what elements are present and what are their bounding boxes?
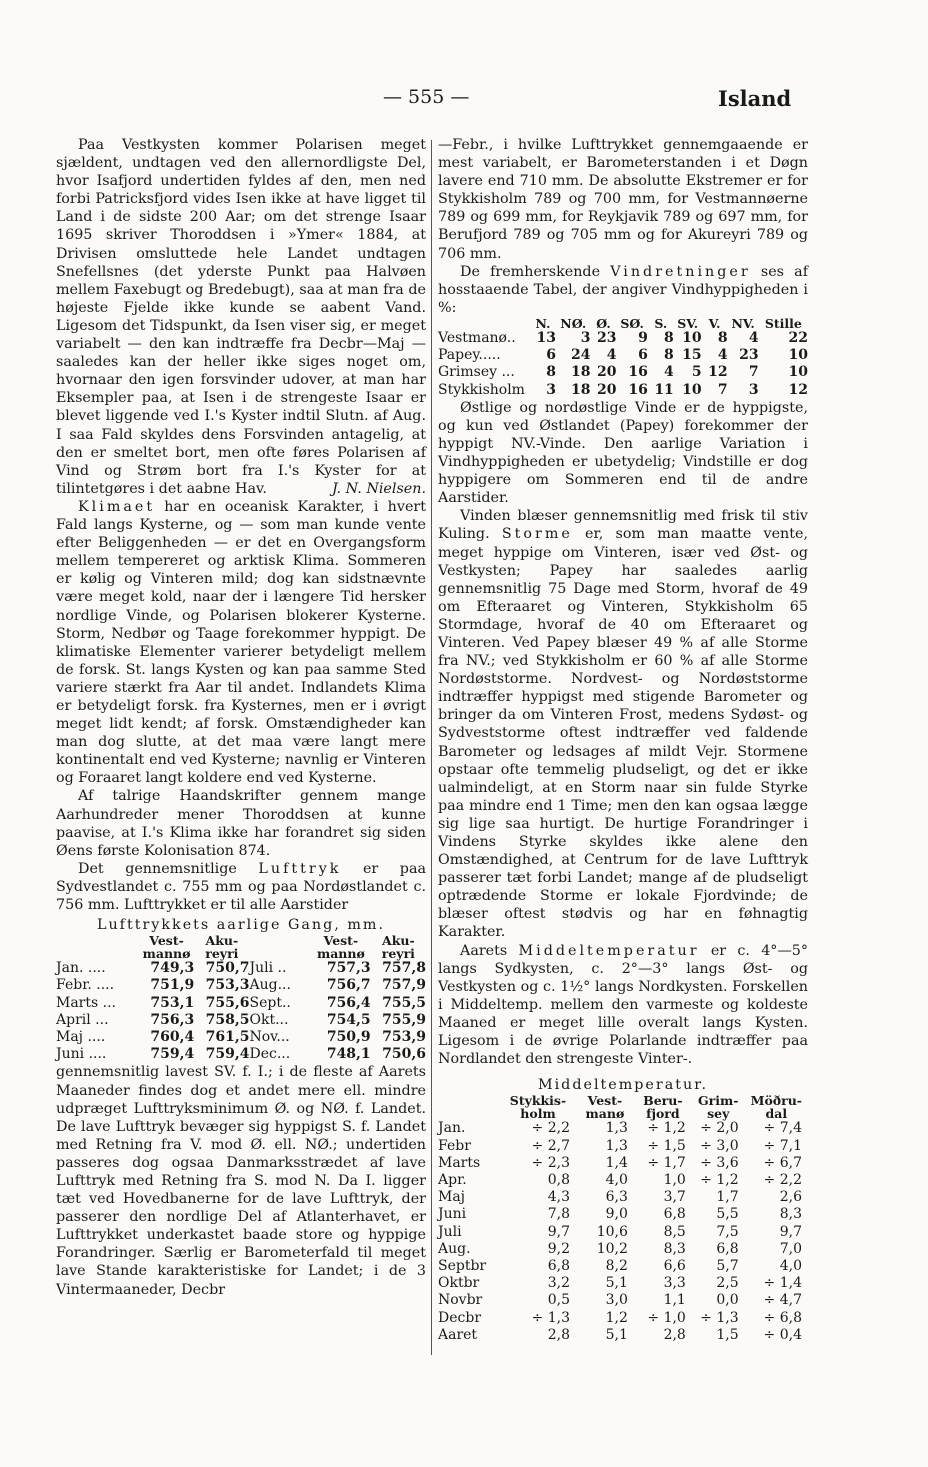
wind-table-cell: Stykkisholm <box>438 381 525 398</box>
temperature-table-cell: ÷ 4,7 <box>763 1292 802 1309</box>
temperature-table-header-cell: Stykkis-holm <box>509 1093 567 1122</box>
wind-table-cell: 15 <box>682 347 702 364</box>
pressure-table <box>56 934 426 1063</box>
temperature-table-cell: Juni <box>438 1206 467 1223</box>
temperature-table-cell: 1,2 <box>605 1309 628 1326</box>
temperature-table-cell: 2,5 <box>716 1275 739 1292</box>
temperature-table-row <box>438 1275 808 1292</box>
temperature-table-cell: 9,2 <box>547 1240 570 1257</box>
pressure-table-title: Lufttrykkets aarlige Gang, mm. <box>96 917 386 934</box>
wind-table-cell: 5 <box>691 364 702 381</box>
wind-table-header-cell <box>438 317 530 330</box>
pressure-table-cell: Juni .... <box>56 1046 107 1063</box>
wind-table-cell: 3 <box>546 381 556 398</box>
wind-table-header-cell: SØ. <box>620 315 644 331</box>
keyword-mean-temperature: Middeltemperatur <box>518 942 700 959</box>
pressure-table-cell: Okt... <box>249 1011 289 1028</box>
paragraph-storms: Vinden blæser gennemsnitlig med frisk til stiv Kuling. Storme er, som man maatte vente, meget hyppige om Vinteren, især ved Øst- og Vestkysten; Papey har saaledes aarlig gennemsnitlig 75 Dage med Storm, hvoraf de 49 om Efteraaret og Vinteren, Stykkisholm 65 Stormdage, hvoraf de 40 om Efteraaret og Vinteren. Ved Papey blæser 49 % af alle Storme fra NV.; ved Stykkisholm er 60 % af alle Storme Nordøststorme. Nordvest- og Nordøststorme indtræffer hyppigst med stigende Barometer og bringer da om Vinteren Frost, medens Sydøst- og Sydveststorme oftest indtræffer ved faldende Barometer og ledsages af mildt Vejr. Stormene opstaar ofte temmelig pludseligt, og det er ikke ualmindeligt, at en Storm naar sin fulde Styrke paa mindre end 1 Time; men den kan ogsaa lægge sig lige saa hurtigt. De hurtige Forandringer i Vindens Styrke skyldes ikke alene den Omstændighed, at Centrum for de lave Lufttryk passerer tæt forbi Landet; mange af de pludseligt optrædende Storme er lokale Fjordvinde; de blæser oftest stødvis og har en føhnagtig Karakter. <box>438 508 808 941</box>
temperature-table-cell: 5,1 <box>605 1275 628 1292</box>
temperature-table-cell: ÷ 6,8 <box>763 1309 802 1326</box>
wind-table-cell: 23 <box>596 329 617 346</box>
wind-table-cell: 18 <box>571 364 591 381</box>
wind-table-cell: 18 <box>571 381 591 398</box>
wind-table-cell: 3 <box>748 381 759 398</box>
wind-table-cell: 8 <box>664 329 674 346</box>
pressure-table-cell: 751,9 <box>150 977 195 994</box>
pressure-table-cell: 749,3 <box>150 960 195 977</box>
temperature-table-cell: 8,3 <box>663 1240 686 1257</box>
temperature-table-cell: 3,0 <box>605 1292 628 1309</box>
wind-table-cell: 7 <box>717 381 728 398</box>
paragraph-manuscripts: Af talrige Haandskrifter gennem mange Aarhundreder mener Thoroddsen at kunne paavise, at I.'s Klima ikke har forandret sig siden Øens første Kolonisation 874. <box>56 788 426 859</box>
temperature-table-cell: ÷ 2,7 <box>531 1137 570 1154</box>
pressure-table-cell: Jan. .... <box>56 960 106 977</box>
pressure-table-row <box>56 995 426 1012</box>
wind-table-cell: 4 <box>717 347 728 364</box>
temperature-table-cell: 1,7 <box>716 1189 739 1206</box>
pressure-table-row <box>56 1012 426 1029</box>
wind-table-cell: Papey..... <box>438 347 501 364</box>
temperature-table-cell: 7,5 <box>716 1223 739 1240</box>
pressure-table-cell: 759,4 <box>150 1046 195 1063</box>
temperature-table-cell: 9,7 <box>779 1223 802 1240</box>
wind-table-header-cell: NV. <box>731 315 755 331</box>
temperature-table-cell: ÷ 7,4 <box>763 1120 802 1137</box>
temperature-table-cell: Aaret <box>438 1326 478 1343</box>
temperature-table-cell: Oktbr <box>438 1275 480 1292</box>
temperature-table-row <box>438 1241 808 1258</box>
temperature-table-cell: Septbr <box>438 1257 487 1274</box>
temperature-table-cell: Apr. <box>438 1171 467 1188</box>
wind-table-cell: 4 <box>748 329 759 346</box>
wind-table-cell: 22 <box>788 329 808 346</box>
wind-table-cell: 8 <box>717 329 728 346</box>
wind-table-header-cell: Ø. <box>596 315 611 331</box>
paragraph-extremes: —Febr., i hvilke Lufttrykket gennemgaaende er mest variabelt, er Barometerstanden i et Døgn lavere end 710 mm. De absolutte Ekstremer er for Stykkisholm 789 og 700 mm, for Vestmannøerne 789 og 699 mm, for Reykjavik 789 og 697 mm, for Berufjord 789 og 705 mm og for Akureyri 789 og 706 mm. <box>438 137 808 262</box>
temperature-table-cell: 3,7 <box>663 1189 686 1206</box>
pressure-table-cell: 750,9 <box>326 1029 371 1046</box>
temperature-table-row <box>438 1258 808 1275</box>
pressure-table-cell: Marts ... <box>56 994 116 1011</box>
temperature-table-cell: ÷ 7,1 <box>763 1137 802 1154</box>
temperature-table-cell: 6,3 <box>605 1189 628 1206</box>
temperature-table-row <box>438 1155 808 1172</box>
pressure-table-cell: Maj .... <box>56 1029 106 1046</box>
column-divider <box>431 140 432 1355</box>
pressure-table-cell: Sept.. <box>249 994 291 1011</box>
temperature-table-cell: Juli <box>438 1223 462 1240</box>
wind-table-cell: 12 <box>788 381 808 398</box>
temperature-table-cell: 8,5 <box>663 1223 686 1240</box>
paragraph-polar-ice: Paa Vestkysten kommer Polarisen meget sjældent, undtagen ved den allernordligste Del, hvor Isafjord undertiden fyldes af den, men ned forbi Patricksfjord vides Isen ikke at have ligget til Land i de sidste 200 Aar; om det strenge Isaar 1695 skriver Thoroddsen i »Ymer« 1884, at Drivisen omsluttede hele Landet undtagen Snefellsnes (det yderste Punkt paa Halvøen mellem Faxebugt og Bredebugt), saa at man fra de højeste Fjelde ikke kunde se aabent Vand. Ligesom det Tidspunkt, da Isen viser sig, er meget variabelt — den kan indtræffe fra Decbr—Maj — saaledes kan der heller ikke siges noget om, hvornaar den igen forsvinder udover, at man har Eksempler paa, at Isen i de strengeste Isaar er blevet liggende ved I.'s Kyster indtil Slutn. af Aug. I saa Fald skyldes dens Forsvinden antagelig, at den er smeltet bort, men ofte føres Polarisen af Vind og Strøm bort fra I.'s Kyster for at tilintetgøres i det aabne Hav. <box>56 137 426 497</box>
temperature-table-cell: 7,8 <box>547 1206 570 1223</box>
keyword-air-pressure: Lufttryk <box>258 860 342 877</box>
pressure-table-row <box>56 960 426 977</box>
wind-table-cell: 10 <box>788 364 808 381</box>
temperature-table-cell: ÷ 1,3 <box>700 1309 739 1326</box>
pressure-table-header-cell <box>56 934 139 960</box>
temperature-table-cell: 1,3 <box>605 1137 628 1154</box>
temperature-table-cell: 5,5 <box>716 1206 739 1223</box>
wind-table-row <box>438 347 808 364</box>
temperature-table <box>438 1094 808 1344</box>
temperature-table-cell: 4,3 <box>547 1189 570 1206</box>
wind-table-cell: 4 <box>606 347 617 364</box>
temperature-table-cell: 1,3 <box>605 1120 628 1137</box>
temperature-table-cell: ÷ 1,3 <box>531 1309 570 1326</box>
temperature-table-cell: Jan. <box>438 1120 466 1137</box>
pressure-table-cell: 748,1 <box>326 1046 371 1063</box>
temperature-table-cell: ÷ 2,2 <box>763 1171 802 1188</box>
keyword-wind-directions: Vindretninger <box>610 263 751 280</box>
pressure-table-cell: 753,3 <box>205 977 250 994</box>
wind-table-cell: Grimsey ... <box>438 364 515 381</box>
paragraph-wind-directions: De fremherskende Vindretninger ses af hosstaaende Tabel, der angiver Vindhyppigheden i %: <box>438 263 808 316</box>
temperature-table-row <box>438 1120 808 1137</box>
pressure-table-row <box>56 1046 426 1063</box>
temperature-table-header-cell: Grim-sey <box>698 1093 739 1122</box>
temperature-table-cell: ÷ 2,3 <box>531 1154 570 1171</box>
pressure-table-cell: 755,9 <box>382 1011 426 1028</box>
temperature-table-cell: 7,0 <box>779 1240 802 1257</box>
temperature-table-cell: ÷ 1,2 <box>700 1171 739 1188</box>
wind-table-cell: 3 <box>580 329 591 346</box>
temperature-table-cell: 8,3 <box>779 1206 802 1223</box>
temperature-table-cell: 6,8 <box>663 1206 686 1223</box>
temperature-table-cell: ÷ 1,4 <box>763 1275 802 1292</box>
pressure-table-cell: Aug... <box>249 977 291 994</box>
temperature-table-cell: Decbr <box>438 1309 482 1326</box>
wind-table-cell: 16 <box>628 381 648 398</box>
wind-table-cell: 23 <box>739 347 759 364</box>
wind-table-cell: 16 <box>628 364 648 381</box>
temperature-table-cell: ÷ 3,0 <box>700 1137 739 1154</box>
temperature-table-title: Middeltemperatur. <box>537 1077 709 1094</box>
wind-table-cell: 6 <box>638 347 648 364</box>
wind-table-cell: 10 <box>682 329 702 346</box>
wind-table-cell: 20 <box>596 381 617 398</box>
temperature-table-cell: 0,5 <box>547 1292 570 1309</box>
temperature-table-cell: ÷ 0,4 <box>763 1326 802 1343</box>
wind-table-cell: 4 <box>664 364 674 381</box>
wind-table-row <box>438 364 808 381</box>
pressure-table-cell: 756,7 <box>326 977 371 994</box>
pressure-table-cell: 755,5 <box>382 994 426 1011</box>
pressure-table-header-cell <box>249 934 311 960</box>
temperature-table-cell: ÷ 6,7 <box>763 1154 802 1171</box>
wind-table-cell: 24 <box>571 347 591 364</box>
temperature-table-cell: 3,3 <box>663 1275 686 1292</box>
temperature-table-cell: 0,8 <box>547 1171 570 1188</box>
temperature-table-cell: 3,2 <box>547 1275 570 1292</box>
pressure-table-cell: 757,3 <box>326 960 371 977</box>
pressure-table-cell: 759,4 <box>205 1046 250 1063</box>
temperature-table-header-cell: Vest-manø <box>585 1093 625 1122</box>
pressure-table-cell: 750,7 <box>205 960 250 977</box>
wind-table-cell: 10 <box>788 347 808 364</box>
paragraph-air-pressure: Det gennemsnitlige Lufttryk er paa Sydvestlandet c. 755 mm og paa Nordøstlandet c. 756 mm. Lufttrykket er til alle Aarstider <box>56 860 426 914</box>
temperature-table-row <box>438 1189 808 1206</box>
temperature-table-cell: 8,2 <box>605 1257 628 1274</box>
temperature-table-cell: 0,0 <box>716 1292 739 1309</box>
temperature-table-cell: 1,4 <box>605 1154 628 1171</box>
wind-table-cell: 20 <box>596 364 617 381</box>
temperature-table-cell: 1,5 <box>716 1326 739 1343</box>
pressure-table-cell: 757,9 <box>382 977 426 994</box>
temperature-table-cell: ÷ 1,2 <box>647 1120 686 1137</box>
wind-table-cell: Vestmanø.. <box>438 329 516 346</box>
pressure-table-cell: Nov... <box>249 1029 290 1046</box>
wind-table-cell: 7 <box>748 364 759 381</box>
temperature-table-cell: 9,7 <box>547 1223 570 1240</box>
wind-table-header-cell: N. <box>535 315 551 331</box>
temperature-table-row <box>438 1327 808 1344</box>
temperature-table-cell: ÷ 1,0 <box>647 1309 686 1326</box>
temperature-table-cell: 1,1 <box>663 1292 686 1309</box>
pressure-table-cell: 750,6 <box>382 1046 426 1063</box>
pressure-table-cell: 760,4 <box>150 1029 195 1046</box>
paragraph-climate: Klimaet har en oceanisk Karakter, i hvert Fald langs Kysterne, og — som man kunde vente efter Beliggenheden — er det en Overgangsform mellem tempereret og arktisk Klima. Sommeren er kølig og Vinteren mild; dog kan sidstnævnte være meget kold, naar der i længere Tid hersker nordlige Vinde, og Polarisen blokerer Kysterne. Storm, Nedbør og Taage forekommer hyppigt. De klimatiske Elementer varierer betydeligt mellem de forsk. St. langs Kysten og kan paa samme Sted variere stærkt fra Aar til andet. Indlandets Klima er betydeligt forsk. fra Kysternes, men er i øvrigt meget lidt kendt; af forsk. Omstændigheder kan man dog slutte, at det maa være langt mere kontinentalt end ved Kysterne; navnlig er Vinteren og Foraaret langt koldere end ved Kysterne. <box>56 498 426 787</box>
page-number: — 555 — <box>383 86 470 108</box>
wind-table-header-cell: Stille <box>764 315 802 331</box>
temperature-table-cell: 1,0 <box>663 1171 686 1188</box>
pressure-table-header-cell: Aku-reyri <box>381 933 415 962</box>
pressure-table-cell: Juli .. <box>249 960 287 977</box>
temperature-table-cell: 9,0 <box>605 1206 628 1223</box>
temperature-table-cell: ÷ 3,6 <box>700 1154 739 1171</box>
wind-table-row <box>438 330 808 347</box>
temperature-table-cell: 2,8 <box>547 1326 570 1343</box>
pressure-table-cell: 753,1 <box>150 994 195 1011</box>
pressure-table-header-cell: Aku-reyri <box>205 933 239 962</box>
pressure-table-cell: 757,8 <box>382 960 426 977</box>
pressure-table-row <box>56 977 426 994</box>
pressure-table-cell: Febr. .... <box>56 977 115 994</box>
pressure-table-header-cell: Vest-mannø <box>316 933 365 962</box>
temperature-table-row <box>438 1292 808 1309</box>
wind-table-cell: 9 <box>638 329 648 346</box>
left-column <box>56 136 426 1299</box>
temperature-table-cell: 2,8 <box>663 1326 686 1343</box>
temperature-table-row <box>438 1172 808 1189</box>
author-signature: J. N. Nielsen. <box>331 480 426 497</box>
pressure-table-cell: 753,9 <box>382 1029 426 1046</box>
wind-table-header-cell: V. <box>708 315 721 331</box>
temperature-table-cell: ÷ 2,2 <box>531 1120 570 1137</box>
wind-table-cell: 12 <box>708 364 728 381</box>
temperature-table-header-cell: Möðru-dal <box>750 1093 802 1122</box>
temperature-table-cell: 4,0 <box>605 1171 628 1188</box>
running-title: Island <box>718 86 792 111</box>
temperature-table-cell: ÷ 1,5 <box>647 1137 686 1154</box>
pressure-table-cell: 754,5 <box>326 1011 371 1028</box>
wind-table-header-cell: NØ. <box>560 315 587 331</box>
pressure-table-cell: Dec... <box>249 1046 291 1063</box>
paragraph-pressure-cont: gennemsnitlig lavest SV. f. I.; i de fleste af Aarets Maaneder findes dog et andet mere ell. mindre udpræget Lufttryksminimum Ø. og NØ. f. Landet. De lave Lufttryk bevæger sig hyppigst S. f. Landet med Retning fra V. mod Ø. ell. NØ.; undertiden passeres dog ogsaa Danmarksstrædet af lave Lufttryk med Retning fra S. mod N. Da I. ligger tæt ved Hovedbanerne for de lave Lufttryk, der passerer den nordlige Del af Atlanterhavet, er Lufttrykket underkastet baade store og hyppige Forandringer. Særlig er Barometerfald til meget lave Stande karakteristiske for Landet; i de 3 Vintermaaneder, Decbr <box>56 1064 426 1298</box>
wind-table-cell: 6 <box>546 347 556 364</box>
temperature-table-cell: Aug. <box>438 1240 471 1257</box>
temperature-table-cell: Maj <box>438 1189 466 1206</box>
temperature-table-row <box>438 1138 808 1155</box>
wind-table-header-cell: S. <box>654 315 668 331</box>
paragraph-mean-temperature: Aarets Middeltemperatur er c. 4°—5° langs Sydkysten, c. 2°—3° langs Øst- og Vestkysten og c. 1½° langs Nordkysten. Forskellen i Middeltemp. mellem den varmeste og koldeste Maaned er meget lille overalt langs Kysten. Ligesom i de øvrige Polarlande indtræffer paa Nordlandet den strengeste Vinter-. <box>438 942 808 1068</box>
wind-table-cell: 11 <box>654 381 674 398</box>
wind-table-cell: 13 <box>536 329 556 346</box>
temperature-table-row <box>438 1310 808 1327</box>
pressure-table-header-cell: Vest-mannø <box>142 933 191 962</box>
temperature-table-cell: Marts <box>438 1154 481 1171</box>
temperature-table-cell: ÷ 1,7 <box>647 1154 686 1171</box>
keyword-storms: Storme <box>501 526 573 543</box>
pressure-table-cell: April ... <box>56 1011 109 1028</box>
wind-table-cell: 8 <box>546 364 556 381</box>
pressure-table-row <box>56 1029 426 1046</box>
temperature-table-cell: 6,8 <box>716 1240 739 1257</box>
pressure-table-cell: 756,3 <box>150 1011 195 1028</box>
temperature-table-cell: 10,6 <box>596 1223 628 1240</box>
keyword-climate: Klimaet <box>78 498 156 515</box>
page-header <box>0 86 928 116</box>
wind-table-cell: 8 <box>664 347 674 364</box>
temperature-table-row <box>438 1224 808 1241</box>
temperature-table-cell: 6,6 <box>663 1257 686 1274</box>
temperature-table-cell: Novbr <box>438 1292 483 1309</box>
temperature-table-cell: 6,8 <box>547 1257 570 1274</box>
wind-table <box>438 317 808 399</box>
temperature-table-cell: 5,7 <box>716 1257 739 1274</box>
wind-table-cell: 10 <box>682 381 702 398</box>
temperature-table-cell: ÷ 2,0 <box>700 1120 739 1137</box>
wind-table-row <box>438 382 808 399</box>
pressure-table-cell: 755,6 <box>205 994 250 1011</box>
temperature-table-cell: 10,2 <box>596 1240 628 1257</box>
temperature-table-cell: Febr <box>438 1137 471 1154</box>
right-column <box>438 136 808 1344</box>
temperature-table-header-cell: Beru-fjord <box>643 1093 683 1122</box>
temperature-table-header-cell <box>438 1094 500 1120</box>
temperature-table-cell: 4,0 <box>779 1257 802 1274</box>
pressure-table-cell: 761,5 <box>205 1029 250 1046</box>
temperature-table-row <box>438 1206 808 1223</box>
temperature-table-cell: 2,6 <box>779 1189 802 1206</box>
paragraph-wind-variation: Østlige og nordøstlige Vinde er de hyppigste, og kun ved Østlandet (Papey) forekommer der hyppigt NV.-Vinde. Den aarlige Variation i Vindhyppigheden er ubetydelig; Vindstille er dog hyppigere om Sommeren end til de andre Aarstider. <box>438 399 808 507</box>
pressure-table-cell: 756,4 <box>326 994 371 1011</box>
wind-table-header-cell: SV. <box>677 315 699 331</box>
pressure-table-cell: 758,5 <box>205 1011 250 1028</box>
temperature-table-cell: 5,1 <box>605 1326 628 1343</box>
